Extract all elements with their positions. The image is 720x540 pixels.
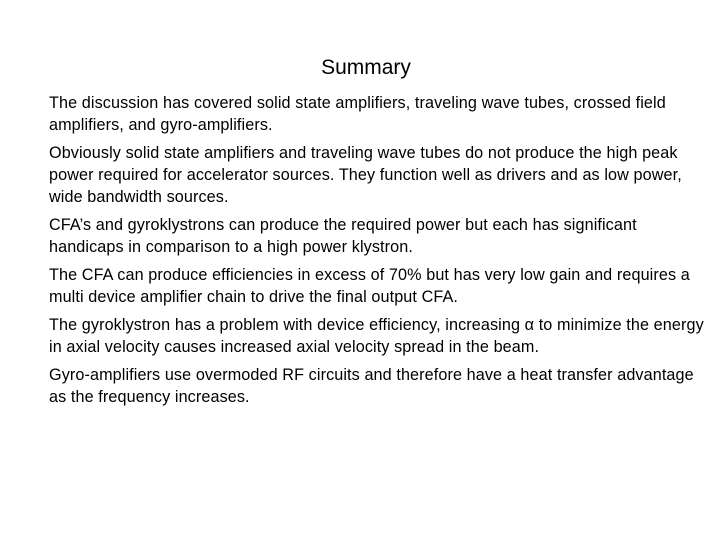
paragraph-cfa-efficiency: The CFA can produce efficiencies in excess of 70% but has very low gain and requires a multi device amplifier chain to drive the final output CFA. [49, 266, 690, 306]
paragraph-solid-state-twt: Obviously solid state amplifiers and traveling wave tubes do not produce the high peak power required for accelerator sources. They function well as drivers and as low power, wide bandwidth sources. [49, 144, 682, 206]
paragraph-gyroklystron-efficiency: The gyroklystron has a problem with device efficiency, increasing α to minimize the energy in axial velocity causes increased axial velocity spread in the beam. [49, 316, 704, 356]
slide-body [49, 92, 714, 414]
slide-title: Summary [321, 56, 411, 79]
paragraph-gyro-amplifiers: Gyro-amplifiers use overmoded RF circuits and therefore have a heat transfer advantage as the frequency increases. [49, 366, 694, 406]
paragraph-overview: The discussion has covered solid state amplifiers, traveling wave tubes, crossed field amplifiers, and gyro-amplifiers. [49, 94, 666, 134]
paragraph-cfa-gyroklystron: CFA’s and gyroklystrons can produce the required power but each has significant handicaps in comparison to a high power klystron. [49, 216, 637, 256]
